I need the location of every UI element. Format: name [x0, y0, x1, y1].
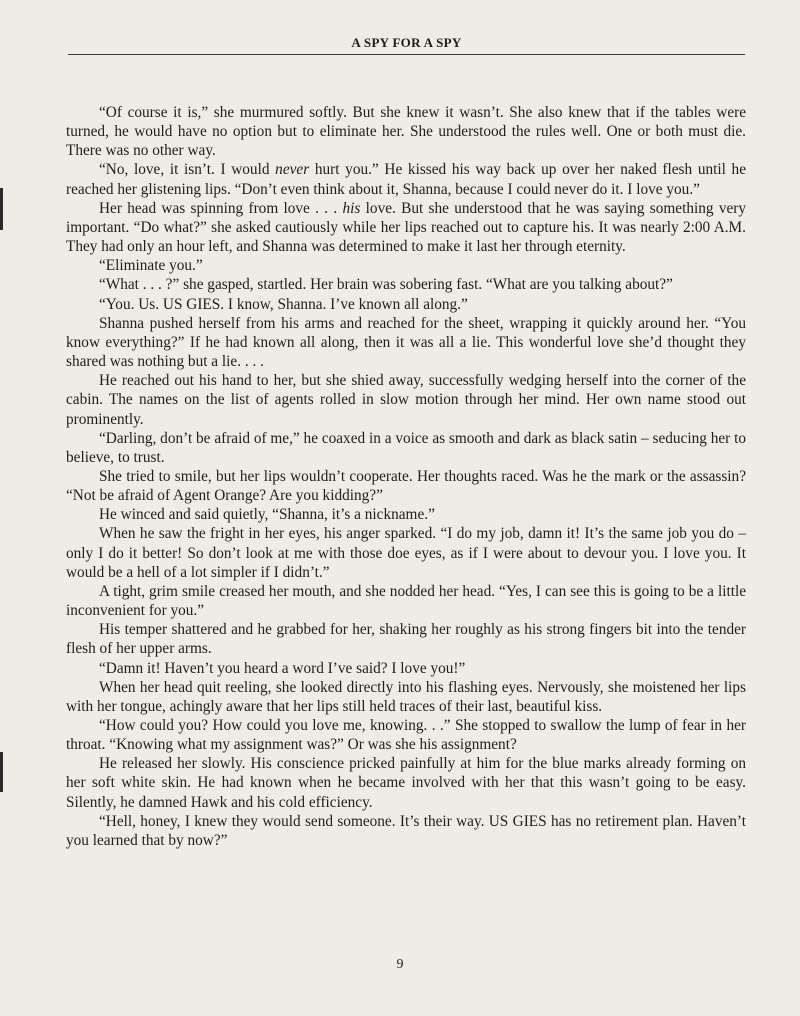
emphasis: never — [275, 161, 310, 179]
emphasis: his — [342, 199, 361, 217]
paragraph: A tight, grim smile creased her mouth, and she nodded her head. “Yes, I can see this is going to be a little inconvenient for you.” — [66, 582, 746, 620]
paragraph: “Damn it! Haven’t you heard a word I’ve said? I love you!” — [99, 659, 466, 677]
running-header — [68, 35, 745, 55]
running-header-title: A SPY FOR A SPY — [351, 35, 462, 50]
paragraph: “Darling, don’t be afraid of me,” he coaxed in a voice as smooth and dark as black satin – seducing her to believe, to trust. — [66, 429, 746, 466]
paragraph: “What . . . ?” she gasped, startled. Her brain was sobering fast. “What are you talking about?” — [99, 276, 673, 294]
paragraph: “Eliminate you.” — [99, 257, 203, 275]
binding-mark-bottom — [0, 752, 3, 792]
paragraph: “You. Us. US GIES. I know, Shanna. I’ve known all along.” — [99, 295, 468, 313]
paragraph: Her head was spinning from love . . . his love. But she understood that he was saying something very important. “Do what?” she asked cautiously while her lips reached out to capture his. It was nearly 2:00 A.M. They had only an hour left, and Shanna was determined to make it last her through eternity. — [66, 199, 746, 256]
paragraph: “Hell, honey, I knew they would send someone. It’s their way. US GIES has no retirement plan. Haven’t you learned that by now?” — [66, 812, 746, 849]
paragraph: When her head quit reeling, she looked directly into his flashing eyes. Nervously, she moistened her lips with her tongue, achingly aware that her lips still held traces of their last, beautiful kiss. — [66, 678, 746, 715]
paragraph: When he saw the fright in her eyes, his anger sparked. “I do my job, damn it! It’s the same job you do – only I do it better! So don’t look at me with those doe eyes, as if I were about to devour you. I love you. It would be a hell of a lot simpler if I didn’t.” — [66, 525, 746, 581]
paragraph: He reached out his hand to her, but she shied away, successfully wedging herself into the corner of the cabin. The names on the list of agents rolled in slow motion through her mind. Her own name stood out prominently. — [66, 372, 746, 428]
paragraph: “How could you? How could you love me, knowing. . .” She stopped to swallow the lump of fear in her throat. “Knowing what my assignment was?” Or was she his assignment? — [66, 717, 746, 754]
page-number: 9 — [396, 957, 404, 972]
paragraph: He winced and said quietly, “Shanna, it’s a nickname.” — [99, 506, 435, 524]
paragraph: “No, love, it isn’t. I would never hurt you.” He kissed his way back up over her naked flesh until he reached her glistening lips. “Don’t even think about it, Shanna, because I could never do it. I love you.” — [66, 161, 746, 198]
paragraph: He released her slowly. His conscience pricked painfully at him for the blue marks already forming on her soft white skin. He had known when he became involved with her that this wasn’t going to be easy. Silently, he damned Hawk and his cold efficiency. — [66, 755, 746, 811]
paragraph: She tried to smile, but her lips wouldn’t cooperate. Her thoughts raced. Was he the mark or the assassin? “Not be afraid of Agent Orange? Are you kidding?” — [66, 467, 746, 505]
paragraph: Shanna pushed herself from his arms and reached for the sheet, wrapping it quickly around her. “You know everything?” If he had known all along, then it was all a lie. This wonderful love she’d thought they shared was nothing but a lie. . . . — [66, 314, 746, 371]
binding-mark-top — [0, 188, 3, 230]
paragraph: His temper shattered and he grabbed for her, shaking her roughly as his strong fingers bit into the tender flesh of her upper arms. — [66, 621, 746, 658]
body-text — [66, 103, 746, 850]
paragraph: “Of course it is,” she murmured softly. But she knew it wasn’t. She also knew that if the tables were turned, he would have no option but to eliminate her. She understood the rules well. One or both must die. There was no other way. — [66, 104, 746, 160]
